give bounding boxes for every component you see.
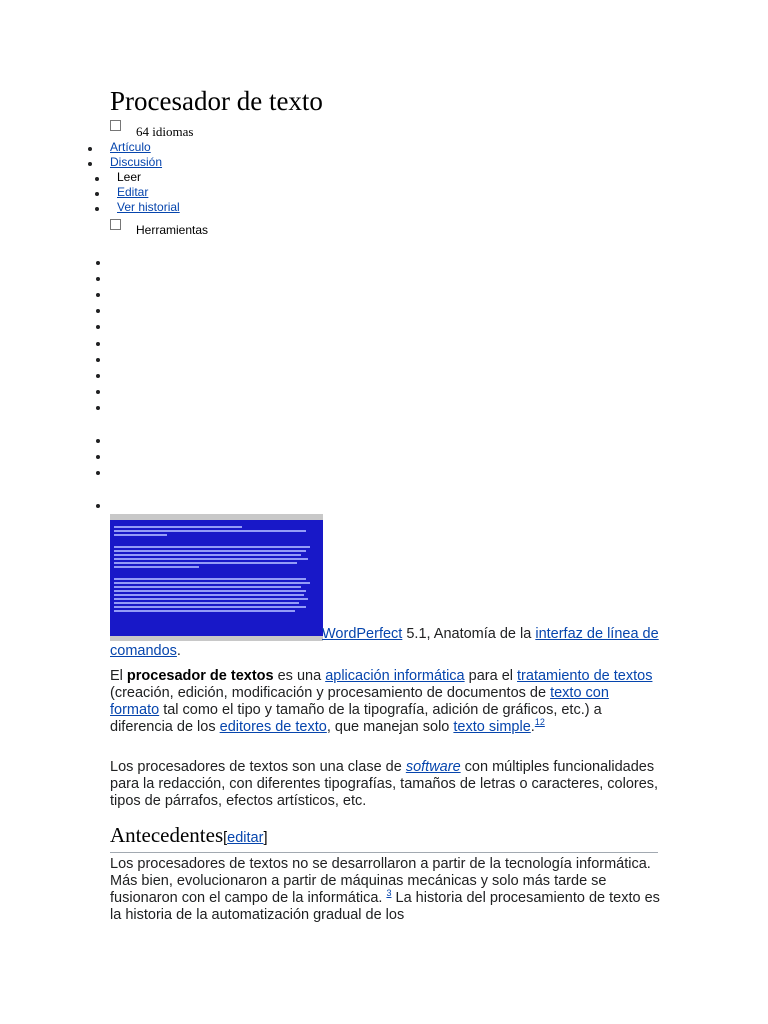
intro-paragraph: El procesador de textos es una aplicación informática para el tratamiento de textos (creación, edición, modificación y procesamiento de documentos de texto con formato tal como el tipo y tamaño de la tipografía, adición de gráficos, etc.) a diferencia de los editores de texto, que manejan solo texto simple.$^{12}$	[110, 668, 653, 735]
link-texto-con-formato[interactable]: texto con formato	[110, 685, 609, 718]
section-heading-antecedentes: Antecedentes[editar]	[110, 822, 658, 853]
bullet	[96, 358, 100, 362]
cli-link[interactable]: interfaz de línea de comandos	[110, 626, 659, 659]
link-texto-simple[interactable]: texto simple	[453, 719, 531, 735]
wordperfect-screenshot[interactable]	[110, 514, 323, 641]
tab-edit[interactable]: Editar	[117, 185, 149, 199]
languages-checkbox[interactable]	[110, 120, 121, 131]
tools-label[interactable]: Herramientas	[136, 223, 209, 237]
figure-caption: WordPerfect 5.1, Anatomía de la interfaz de línea de comandos.	[110, 626, 659, 659]
tools-checkbox[interactable]	[110, 219, 121, 230]
link-software[interactable]: software	[405, 759, 461, 775]
thumb-text	[110, 520, 323, 612]
wordperfect-link[interactable]: WordPerfect	[322, 626, 403, 642]
bullet	[95, 177, 99, 181]
tab-read[interactable]: Leer	[117, 170, 142, 184]
reference-3[interactable]: 3	[386, 888, 392, 899]
bullet	[88, 162, 92, 166]
bullet	[96, 471, 100, 475]
bullet	[95, 192, 99, 196]
paragraph-3: Los procesadores de textos no se desarrollaron a partir de la tecnología informática. Más bien, evolucionaron a partir de máquinas mecánicas y solo más tarde se fusionaron con el campo de la informática. $^3$ La historia del procesamiento de texto es la historia de la automatización gradual de los	[110, 856, 660, 923]
bullet	[95, 207, 99, 211]
link-aplicacion-informatica[interactable]: aplicación informática	[325, 668, 465, 684]
bullet	[96, 325, 100, 329]
tab-discussion[interactable]: Discusión	[110, 155, 163, 169]
section-edit: [editar]	[223, 830, 268, 846]
bullet	[96, 261, 100, 265]
bullet	[96, 342, 100, 346]
paragraph-2: Los procesadores de textos son una clase de software con múltiples funcionalidades para la redacción, con diferentes tipografías, tamaños de letras o caracteres, colores, tipos de párrafos, efectos artísticos, etc.	[110, 759, 659, 809]
bullet	[96, 390, 100, 394]
bullet	[96, 277, 100, 281]
bullet	[88, 147, 92, 151]
edit-link[interactable]: editar	[227, 830, 264, 846]
page-title: Procesador de texto	[110, 86, 323, 116]
bullet	[96, 455, 100, 459]
link-editores-de-texto[interactable]: editores de texto	[219, 719, 327, 735]
bullet	[96, 504, 100, 508]
bullet	[96, 374, 100, 378]
bullet	[96, 309, 100, 313]
tab-article[interactable]: Artículo	[110, 140, 151, 154]
bullet	[96, 406, 100, 410]
tab-history[interactable]: Ver historial	[117, 200, 180, 214]
link-tratamiento-de-textos[interactable]: tratamiento de textos	[517, 668, 653, 684]
languages-label[interactable]: 64 idiomas	[136, 124, 194, 139]
bullet	[96, 293, 100, 297]
reference-12[interactable]: 12	[534, 717, 545, 728]
bullet	[96, 439, 100, 443]
